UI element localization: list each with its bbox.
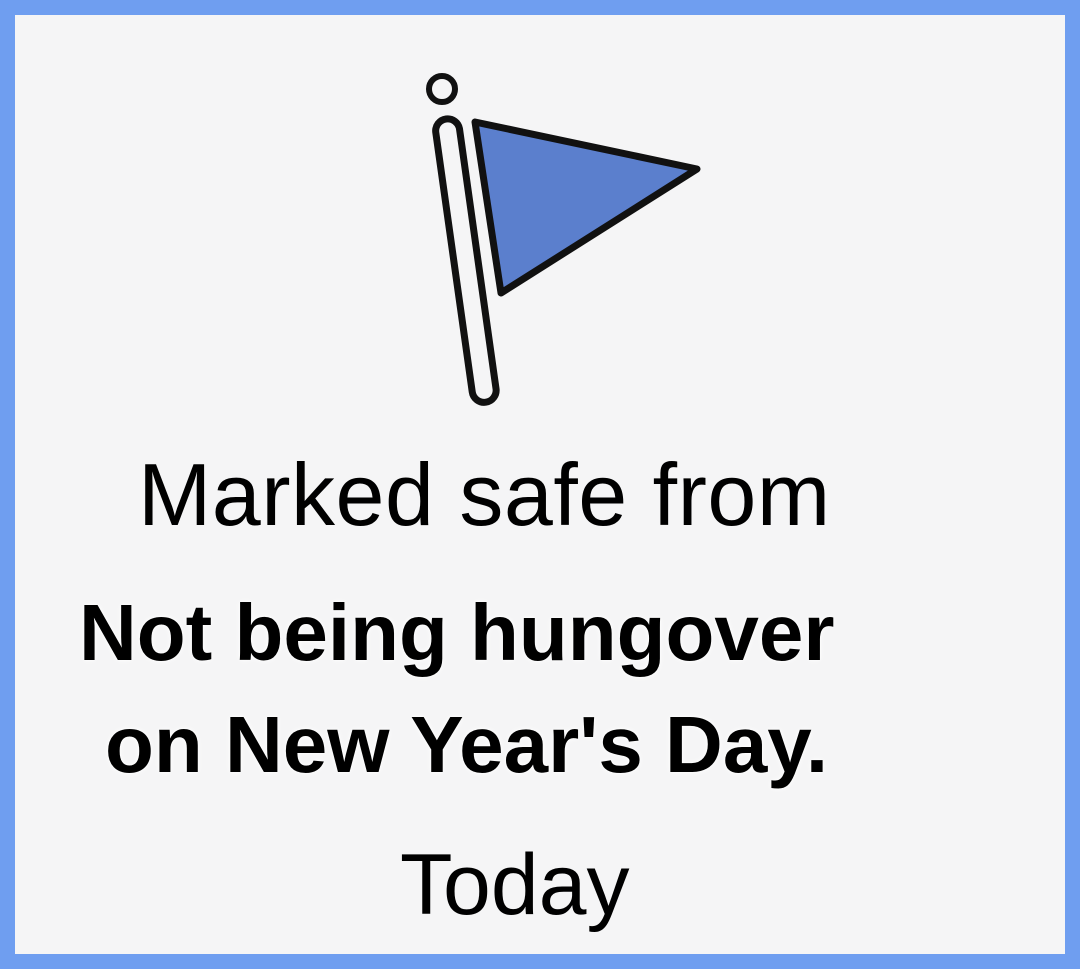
marked-safe-intro: Marked safe from (138, 445, 831, 544)
event-title-line-2: on New Year's Day. (105, 700, 829, 789)
event-title-line-1: Not being hungover (79, 588, 835, 677)
timestamp: Today (400, 837, 630, 933)
flag-icon (410, 55, 720, 425)
